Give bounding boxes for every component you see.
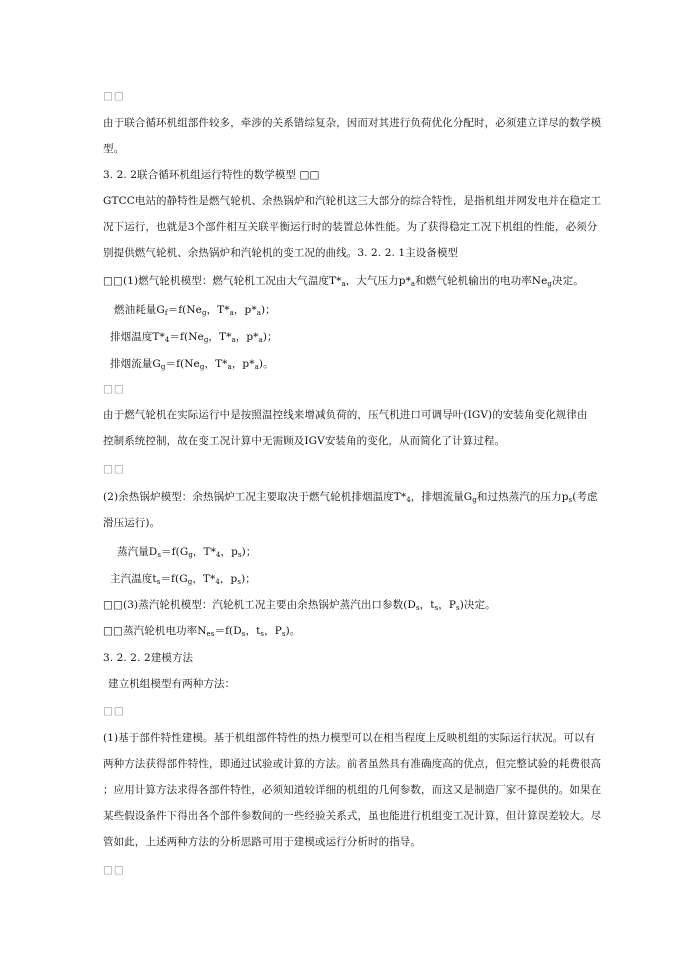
steam-turbine-model-line: □□(3)蒸汽轮机模型：汽轮机工况主要由余热锅炉蒸汽出口参数($D_s$，$t_s$，$P_s$)决定。: [103, 599, 496, 612]
section-heading: 3. 2. 2. 2建模方法: [103, 652, 194, 664]
paragraph-line: 由于联合循环机组部件较多，牵涉的关系错综复杂，因而对其进行负荷优化分配时，必须建立详尽的数学模: [103, 117, 602, 129]
paragraph-line: 型。: [103, 143, 125, 155]
paragraph-line: 建立机组模型有两种方法：: [108, 678, 236, 690]
hrsg-model-line: (2)余热锅炉模型：余热锅炉工况主要取决于燃气轮机排烟温度$T*_4$，排烟流量$G_g$和过热蒸汽的压力$p_s$(考虑: [103, 491, 598, 504]
placeholder-glyphs: □□: [103, 383, 125, 395]
gas-turbine-model-line: □□(1)燃气轮机模型：燃气轮机工况由大气温度$T*_a$，大气压力$p*_a$和燃气轮机输出的电功率$Ne_g$决定。: [103, 275, 584, 288]
paragraph-line: 两种方法获得部件特性，即通过试验或计算的方法。前者虽然具有准确度高的优点，但完整试验的耗费很高: [103, 758, 602, 770]
paragraph-line: 况下运行，也就是3个部件相互关联平衡运行时的装置总体性能。为了获得稳定工况下机组的性能，必须分: [103, 221, 598, 233]
formula-fuel-consumption: 燃油耗量$G_f=f(Ne_g$，$T*_a$，$p*_a$)；: [114, 304, 276, 317]
section-heading: 3. 2. 2联合循环机组运行特性的数学模型 □□: [103, 169, 320, 181]
paragraph-line: 管如此，上述两种方法的分析思路可用于建模或运行分析时的指导。: [103, 836, 421, 848]
paragraph-line: ；应用计算方法求得各部件特性，必须知道较详细的机组的几何参数，而这又是制造厂家不提供的。如果在: [103, 784, 602, 796]
placeholder-glyphs: □□: [103, 463, 125, 475]
placeholder-glyphs: □□: [103, 90, 125, 102]
paragraph-line: 控制系统控制，故在变工况计算中无需顾及IGV安装角的变化，从而简化了计算过程。: [103, 435, 506, 447]
paragraph-line: 某些假设条件下得出各个部件参数间的一些经验关系式，虽也能进行机组变工况计算，但计算误差较大。尽: [103, 810, 602, 822]
formula-exhaust-temperature: 排烟温度$T*_4=f(Ne_g$，$T*_a$，$p*_a$)；: [110, 331, 278, 344]
paragraph-line: (1)基于部件特性建模。基于机组部件特性的热力模型可以在相当程度上反映机组的实际运行状况。可以有: [103, 732, 596, 744]
formula-steam-amount: 蒸汽量$D_s=f(G_g$，$T*_4$，$p_s$)；: [117, 546, 257, 559]
paragraph-line: 由于燃气轮机在实际运行中是按照温控线来增减负荷的，压气机进口可调导叶(IGV)的安装角变化规律由: [103, 409, 588, 421]
paragraph-line: 滑压运行)。: [103, 517, 161, 529]
placeholder-glyphs: □□: [103, 705, 125, 717]
placeholder-glyphs: □□: [103, 864, 125, 876]
formula-steam-turbine-power: □□蒸汽轮机电功率$N_{es}=f(D_s$，$t_s$，$P_s$)。: [103, 625, 301, 638]
formula-exhaust-flow: 排烟流量$G_g=f(Ne_g$，$T*_a$，$p*_a$)。: [110, 358, 274, 371]
paragraph-line: GTCC电站的静特性是燃气轮机、余热锅炉和汽轮机这三大部分的综合特性，是指机组并网发电并在稳定工: [103, 195, 602, 207]
formula-main-steam-temperature: 主汽温度$t_s=f(G_g$，$T*_4$，$p_s$)；: [110, 573, 256, 586]
paragraph-line: 别提供燃气轮机、余热锅炉和汽轮机的变工况的曲线。3. 2. 2. 1主设备模型: [103, 247, 459, 259]
